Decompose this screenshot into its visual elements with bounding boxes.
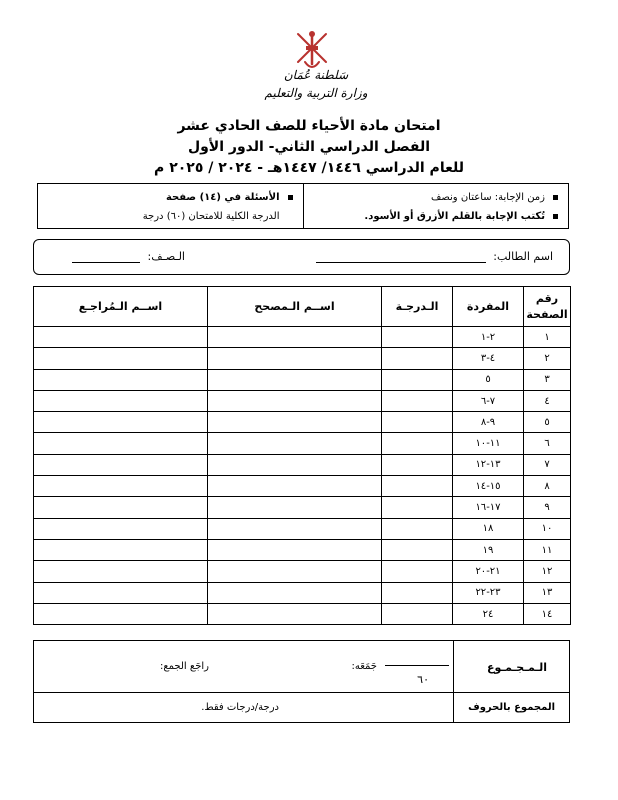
reviewer-cell[interactable]	[34, 433, 208, 454]
item-cell: ١٥-١٤	[453, 476, 524, 497]
item-cell: ٢١-٢٠	[453, 561, 524, 582]
reviewer-cell[interactable]	[34, 539, 208, 560]
grade-cell[interactable]	[382, 497, 453, 518]
grade-cell[interactable]	[382, 454, 453, 475]
info-right-column	[304, 184, 569, 228]
bullet-icon	[553, 195, 558, 200]
table-row	[34, 412, 571, 433]
grades-table	[33, 286, 571, 625]
table-row	[34, 582, 571, 603]
header-item: المفردة	[453, 287, 524, 327]
total-value: ٦٠	[417, 673, 429, 686]
table-row	[34, 561, 571, 582]
exam-info-box	[37, 183, 569, 229]
grader-cell[interactable]	[208, 390, 382, 411]
page-number-cell: ٤	[524, 390, 571, 411]
table-row	[34, 433, 571, 454]
page-number-cell: ٢	[524, 348, 571, 369]
grader-cell[interactable]	[208, 518, 382, 539]
student-name-field[interactable]	[316, 250, 486, 263]
grade-cell[interactable]	[382, 539, 453, 560]
grader-cell[interactable]	[208, 327, 382, 348]
item-cell: ١١-١٠	[453, 433, 524, 454]
item-cell: ١٣-١٢	[453, 454, 524, 475]
grade-cell[interactable]	[382, 433, 453, 454]
grader-cell[interactable]	[208, 497, 382, 518]
table-row	[34, 476, 571, 497]
grader-cell[interactable]	[208, 603, 382, 624]
reviewer-cell[interactable]	[34, 327, 208, 348]
grade-cell[interactable]	[382, 561, 453, 582]
grade-cell[interactable]	[382, 327, 453, 348]
page-number-cell: ٥	[524, 412, 571, 433]
reviewer-cell[interactable]	[34, 582, 208, 603]
total-label: الـمـجـمـوع	[486, 661, 547, 674]
grader-cell[interactable]	[208, 582, 382, 603]
reviewed-by-label: راجَع الجمع:	[159, 661, 209, 672]
grader-cell[interactable]	[208, 454, 382, 475]
table-row	[34, 390, 571, 411]
item-cell: ٢٣-٢٢	[453, 582, 524, 603]
table-row	[34, 327, 571, 348]
item-cell: ٧-٦	[453, 390, 524, 411]
page-number-cell: ٦	[524, 433, 571, 454]
grade-cell[interactable]	[382, 582, 453, 603]
page-number-cell: ٨	[524, 476, 571, 497]
item-cell: ١٨	[453, 518, 524, 539]
page-number-cell: ١١	[524, 539, 571, 560]
summary-box	[33, 640, 570, 723]
table-row	[34, 454, 571, 475]
table-row	[34, 518, 571, 539]
grader-cell[interactable]	[208, 561, 382, 582]
exam-term: الفصل الدراسي الثاني- الدور الأول	[187, 139, 431, 155]
student-name-label: اسم الطالب:	[493, 250, 553, 263]
reviewer-cell[interactable]	[34, 348, 208, 369]
table-row	[34, 603, 571, 624]
item-cell: ٢٤	[453, 603, 524, 624]
bullet-icon	[288, 195, 293, 200]
item-cell: ٩-٨	[453, 412, 524, 433]
grade-cell[interactable]	[382, 348, 453, 369]
reviewer-cell[interactable]	[34, 603, 208, 624]
grader-cell[interactable]	[208, 476, 382, 497]
grader-cell[interactable]	[208, 539, 382, 560]
grade-cell[interactable]	[382, 603, 453, 624]
table-row	[34, 497, 571, 518]
page-number-cell: ١	[524, 327, 571, 348]
page-number-cell: ١٢	[524, 561, 571, 582]
pages-count: الأسئلة في (١٤) صفحة	[165, 192, 280, 203]
logo-line-1: سَلطنة عُمَان	[283, 68, 349, 82]
total-divider	[385, 665, 449, 666]
grader-cell[interactable]	[208, 412, 382, 433]
table-header	[34, 287, 571, 327]
reviewer-cell[interactable]	[34, 390, 208, 411]
bullet-icon	[553, 214, 558, 219]
header-reviewer: اســم الـمُراجـع	[34, 287, 208, 327]
student-info-box	[33, 239, 570, 275]
pen-instruction: تُكتب الإجابة بالقلم الأزرق أو الأسود.	[364, 211, 545, 222]
in-words-suffix: درجة/درجات فقط.	[201, 702, 279, 713]
header-grader: اســم الـمصحح	[208, 287, 382, 327]
item-cell: ١٩	[453, 539, 524, 560]
in-words-label: المجموع بالحروف	[468, 702, 555, 713]
page-number-cell: ٩	[524, 497, 571, 518]
item-cell: ١٧-١٦	[453, 497, 524, 518]
item-cell: ٢-١	[453, 327, 524, 348]
page-number-cell: ١٣	[524, 582, 571, 603]
class-label: الـصـف:	[147, 250, 185, 263]
exam-year: للعام الدراسي ١٤٤٦/ ١٤٤٧هـ - ٢٠٢٤ / ٢٠٢٥ م	[154, 160, 464, 176]
grade-cell[interactable]	[382, 412, 453, 433]
grade-cell[interactable]	[382, 390, 453, 411]
reviewer-cell[interactable]	[34, 454, 208, 475]
grade-cell[interactable]	[382, 476, 453, 497]
duration-text: زمن الإجابة: ساعتان ونصف	[431, 192, 545, 203]
page-number-cell: ٧	[524, 454, 571, 475]
item-cell: ٥	[453, 369, 524, 390]
grader-cell[interactable]	[208, 348, 382, 369]
compiled-by-label: جَمَعَه:	[351, 661, 377, 672]
grade-cell[interactable]	[382, 518, 453, 539]
header-grade: الـدرجـة	[382, 287, 453, 327]
table-row	[34, 369, 571, 390]
header-page: رقم الصفحة	[524, 287, 571, 327]
page-number-cell: ١٤	[524, 603, 571, 624]
page-number-cell: ٣	[524, 369, 571, 390]
reviewer-cell[interactable]	[34, 561, 208, 582]
grader-cell[interactable]	[208, 369, 382, 390]
grade-cell[interactable]	[382, 369, 453, 390]
total-grade: الدرجة الكلية للامتحان (٦٠) درجة	[142, 211, 280, 222]
grader-cell[interactable]	[208, 433, 382, 454]
class-field[interactable]	[72, 250, 140, 263]
reviewer-cell[interactable]	[34, 476, 208, 497]
item-cell: ٤-٣	[453, 348, 524, 369]
reviewer-cell[interactable]	[34, 369, 208, 390]
page-number-cell: ١٠	[524, 518, 571, 539]
reviewer-cell[interactable]	[34, 412, 208, 433]
exam-title: امتحان مادة الأحياء للصف الحادي عشر	[177, 118, 441, 134]
info-left-column	[38, 184, 304, 228]
table-row	[34, 539, 571, 560]
reviewer-cell[interactable]	[34, 518, 208, 539]
table-row	[34, 348, 571, 369]
reviewer-cell[interactable]	[34, 497, 208, 518]
logo-line-2: وزارة التربية والتعليم	[264, 86, 368, 100]
